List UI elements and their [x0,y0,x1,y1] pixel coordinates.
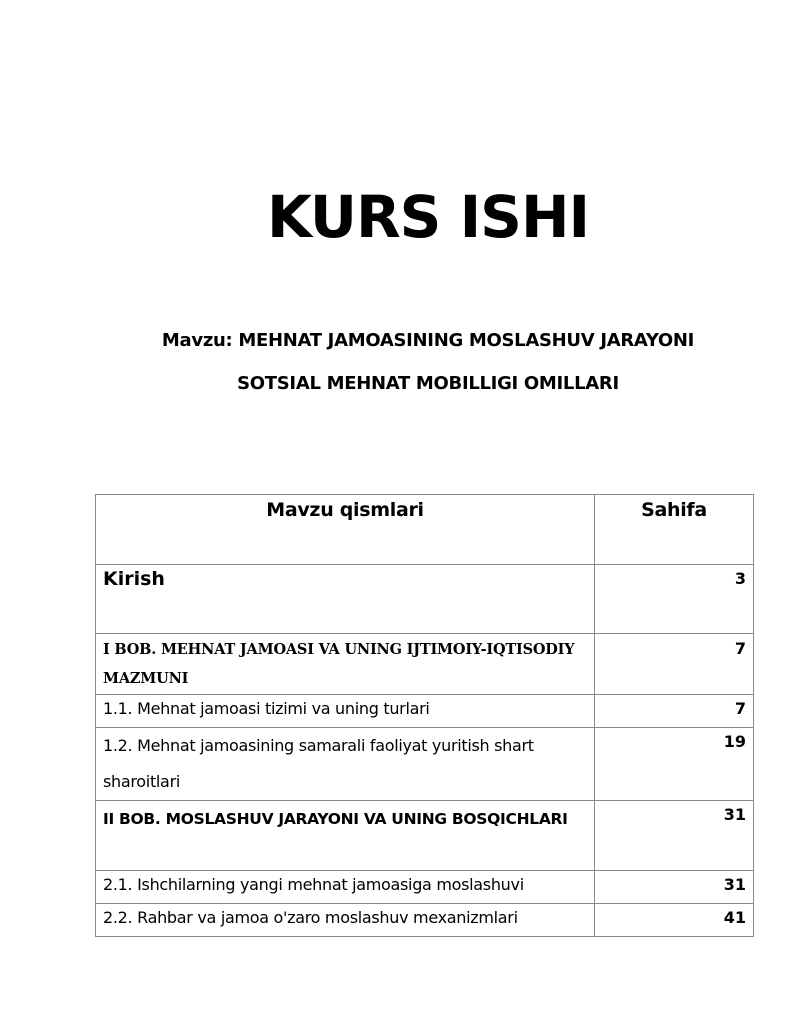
page-column-header: Sahifa [595,495,754,565]
table-row [96,801,754,871]
subtitle-line-2: SOTSIAL MEHNAT MOBILLIGI OMILLARI [237,373,619,394]
table-row [96,904,754,937]
document-title: KURS ISHI [266,183,590,251]
table-row [96,695,754,728]
section-title: 1.2. Mehnat jamoasining samarali faoliyat yuritish shart sharoitlari [96,728,595,801]
section-title: 1.1. Mehnat jamoasi tizimi va uning turlari [96,695,595,728]
page-number: 41 [595,904,754,937]
page-number: 31 [595,801,754,871]
section-title: 2.2. Rahbar va jamoa o'zaro moslashuv mexanizmlari [96,904,595,937]
chapter-title: II BOB. MOSLASHUV JARAYONI VA UNING BOSQICHLARI [96,801,595,871]
page-number: 7 [595,695,754,728]
subtitle-line-1: Mavzu: MEHNAT JAMOASINING MOSLASHUV JARAYONI [161,330,695,351]
section-title: 2.1. Ishchilarning yangi mehnat jamoasiga moslashuvi [96,871,595,904]
table-row [96,728,754,801]
section-title: Kirish [96,565,595,634]
page-number: 7 [595,634,754,695]
table-row [96,634,754,695]
page-number: 3 [595,565,754,634]
table-header-row [96,495,754,565]
chapter-title: I BOB. MEHNAT JAMOASI VA UNING IJTIMOIY-IQTISODIY MAZMUNI [96,634,595,695]
section-column-header: Mavzu qismlari [96,495,595,565]
page-number: 31 [595,871,754,904]
table-row [96,565,754,634]
contents-table [95,494,754,937]
table-row [96,871,754,904]
page-number: 19 [595,728,754,801]
